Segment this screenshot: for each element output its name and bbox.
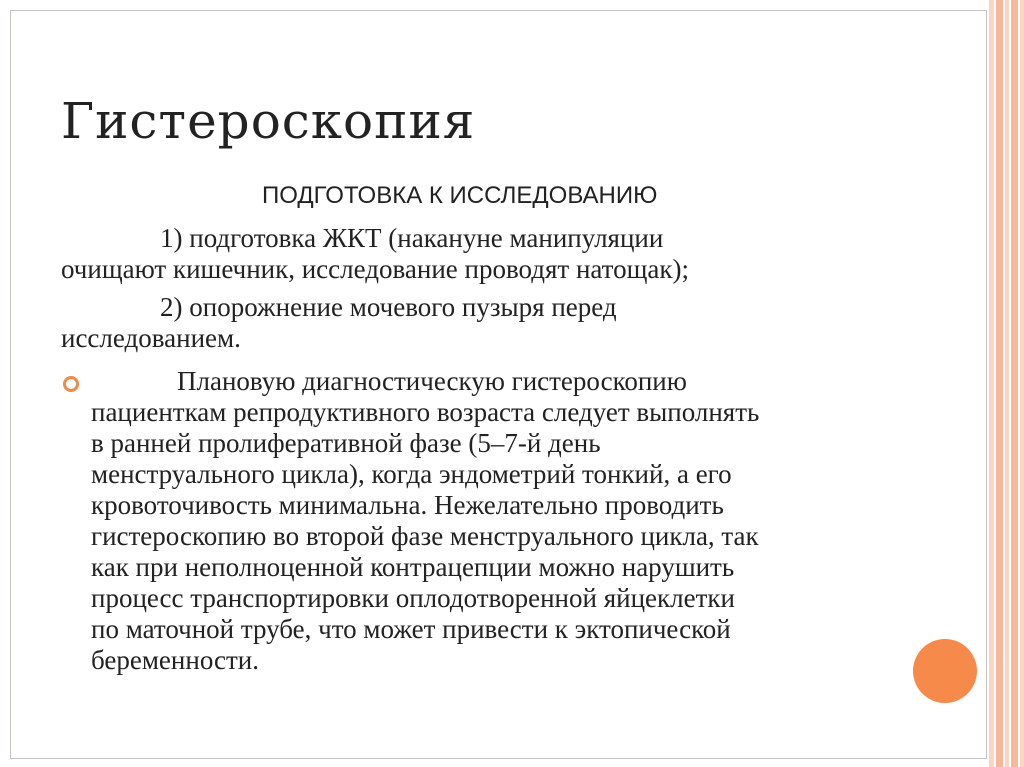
item2-line-2: исследованием. [61, 323, 241, 353]
item1-line-1: 1) подготовка ЖКТ (накануне манипуляции [160, 223, 664, 253]
paragraph-line: беременности. [91, 645, 259, 675]
decorative-stripe [996, 0, 1003, 767]
paragraph-line: пациенткам репродуктивного возраста следует выполнять [91, 397, 760, 427]
decorative-stripe [1020, 0, 1024, 767]
slide-title: Гистероскопия [61, 92, 476, 150]
item2-line-1: 2) опорожнение мочевого пузыря перед [160, 292, 617, 322]
paragraph-line: кровоточивость минимальна. Нежелательно проводить [91, 490, 724, 520]
decorative-stripe [1005, 0, 1009, 767]
paragraph-line: по маточной трубе, что может привести к эктопической [91, 614, 731, 644]
decorative-circle [913, 639, 977, 703]
slide-subtitle: ПОДГОТОВКА К ИССЛЕДОВАНИЮ [262, 182, 658, 209]
paragraph-line: менструального цикла), когда эндометрий тонкий, а его [91, 459, 732, 489]
decorative-stripe [989, 0, 994, 767]
paragraph-line: гистероскопию во второй фазе менструального цикла, так [91, 521, 759, 551]
decorative-stripe [1011, 0, 1018, 767]
item1-line-2: очищают кишечник, исследование проводят натощак); [61, 254, 690, 284]
paragraph-line: как при неполноценной контрацепции можно нарушить [91, 552, 735, 582]
bullet-ring-icon [63, 376, 79, 392]
paragraph-line: в ранней пролиферативной фазе (5–7-й день [91, 428, 601, 458]
paragraph-line: Плановую диагностическую гистероскопию [177, 366, 687, 396]
paragraph-line: процесс транспортировки оплодотворенной яйцеклетки [91, 583, 735, 613]
